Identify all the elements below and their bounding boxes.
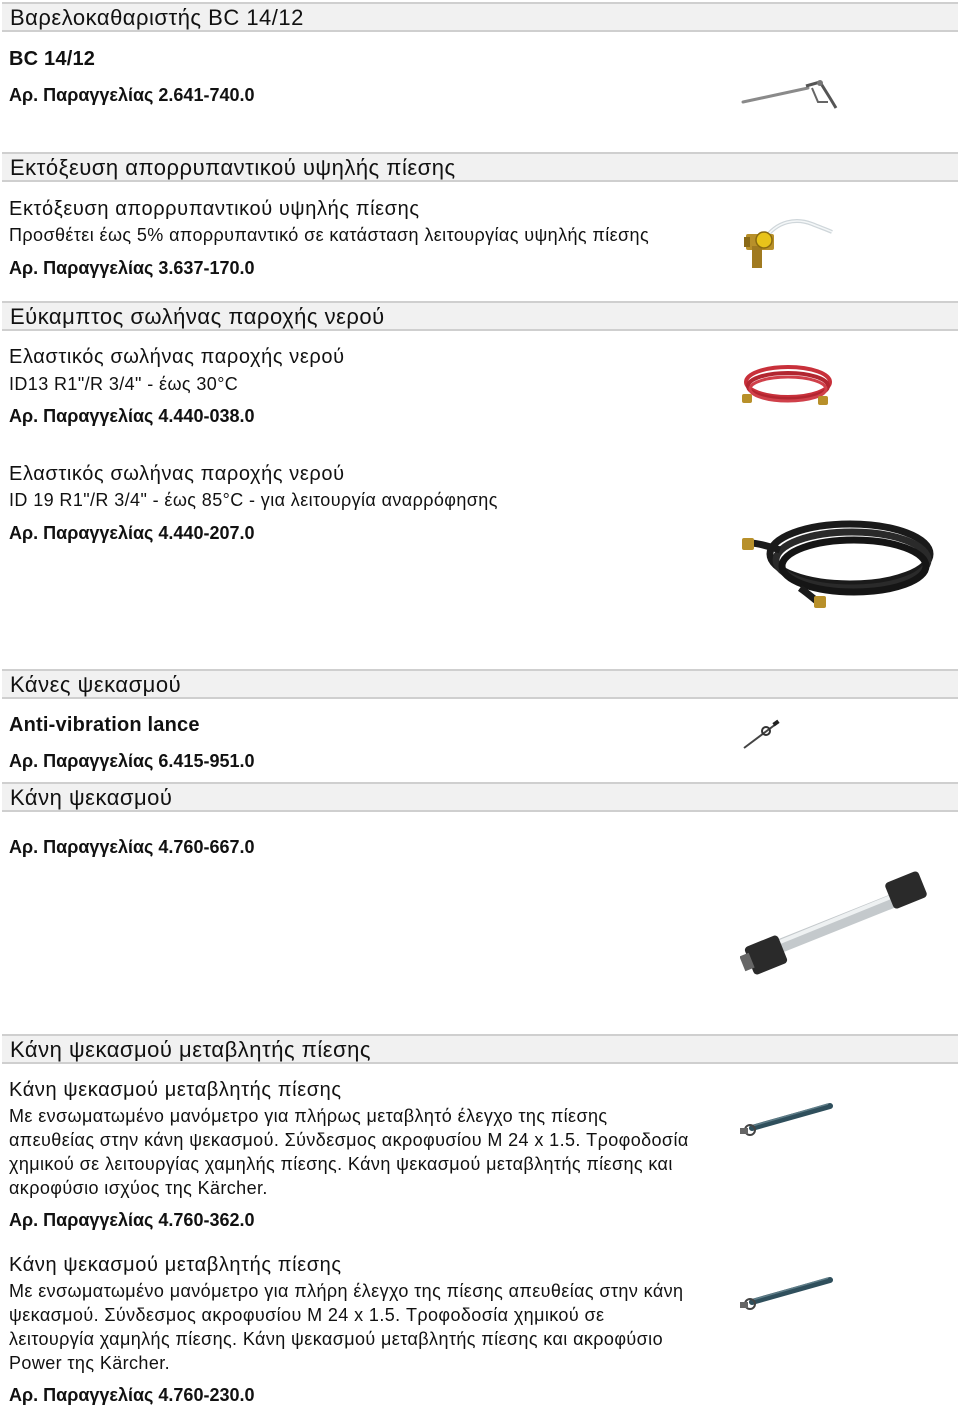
product-description: ID13 R1"/R 3/4" - έως 30°C (9, 374, 239, 394)
order-number: Αρ. Παραγγελίας 4.760-667.0 (9, 837, 255, 857)
order-number: Αρ. Παραγγελίας 4.760-362.0 (9, 1210, 255, 1230)
injector-icon (742, 210, 834, 276)
order-number: Αρ. Παραγγελίας 3.637-170.0 (9, 258, 255, 278)
variable-lance-icon (738, 1098, 836, 1142)
product-name: Ελαστικός σωλήνας παροχής νερού (9, 346, 345, 368)
product-name: Κάνη ψεκασμού μεταβλητής πίεσης (9, 1254, 342, 1276)
product-description-line: Power της Kärcher. (9, 1353, 171, 1373)
section-title-lances: Κάνες ψεκασμού (10, 672, 182, 697)
product-description-line: χημικού σε λειτουργίας χαμηλής πίεσης. Κάνη ψεκασμού μεταβλητής πίεσης και (9, 1154, 673, 1174)
product-description-line: ψεκασμού. Σύνδεσμος ακροφυσίου M 24 x 1.5. Τροφοδοσία χημικού σε (9, 1305, 605, 1325)
section-title-variable: Κάνη ψεκασμού μεταβλητής πίεσης (10, 1037, 371, 1062)
lance-tube-icon (740, 870, 932, 978)
section-title-lance: Κάνη ψεκασμού (10, 785, 173, 810)
section-title-detergent: Εκτόξευση απορρυπαντικού υψηλής πίεσης (10, 155, 456, 180)
product-name: Ελαστικός σωλήνας παροχής νερού (9, 463, 345, 485)
order-number: Αρ. Παραγγελίας 4.760-230.0 (9, 1385, 255, 1405)
black-hose-icon (740, 510, 936, 616)
spray-gun-icon (740, 72, 840, 114)
red-hose-icon (738, 358, 834, 414)
product-description-line: απευθείας στην κάνη ψεκασμού. Σύνδεσμος ακροφυσίου M 24 x 1.5. Τροφοδοσία (9, 1130, 689, 1150)
order-number: Αρ. Παραγγελίας 4.440-038.0 (9, 406, 255, 426)
product-description-line: Με ενσωματωμένο μανόμετρο για πλήρως μεταβλητό έλεγχο της πίεσης (9, 1106, 608, 1126)
page-title: Βαρελοκαθαριστής BC 14/12 (10, 5, 304, 30)
product-description: ID 19 R1"/R 3/4" - έως 85°C - για λειτουργία αναρρόφησης (9, 490, 498, 510)
variable-lance-icon (738, 1272, 836, 1316)
model-order-number: Αρ. Παραγγελίας 2.641-740.0 (9, 85, 255, 105)
product-name: Εκτόξευση απορρυπαντικού υψηλής πίεσης (9, 198, 420, 220)
order-number: Αρ. Παραγγελίας 6.415-951.0 (9, 751, 255, 771)
product-description-line: ακροφύσιο ισχύος της Kärcher. (9, 1178, 268, 1198)
product-name: Κάνη ψεκασμού μεταβλητής πίεσης (9, 1079, 342, 1101)
order-number: Αρ. Παραγγελίας 4.440-207.0 (9, 523, 255, 543)
product-description-line: λειτουργία χαμηλής πίεσης. Κάνη ψεκασμού μεταβλητής πίεσης και ακροφύσιο (9, 1329, 663, 1349)
product-description-line: Με ενσωματωμένο μανόμετρο για πλήρη έλεγχο της πίεσης απευθείας στην κάνη (9, 1281, 684, 1301)
product-description: Προσθέτει έως 5% απορρυπαντικό σε κατάσταση λειτουργίας υψηλής πίεσης (9, 225, 650, 245)
small-lance-icon (740, 718, 782, 752)
section-title-hose: Εύκαμπτος σωλήνας παροχής νερού (10, 304, 385, 329)
model-name: BC 14/12 (9, 48, 96, 70)
product-name: Anti-vibration lance (9, 714, 200, 736)
